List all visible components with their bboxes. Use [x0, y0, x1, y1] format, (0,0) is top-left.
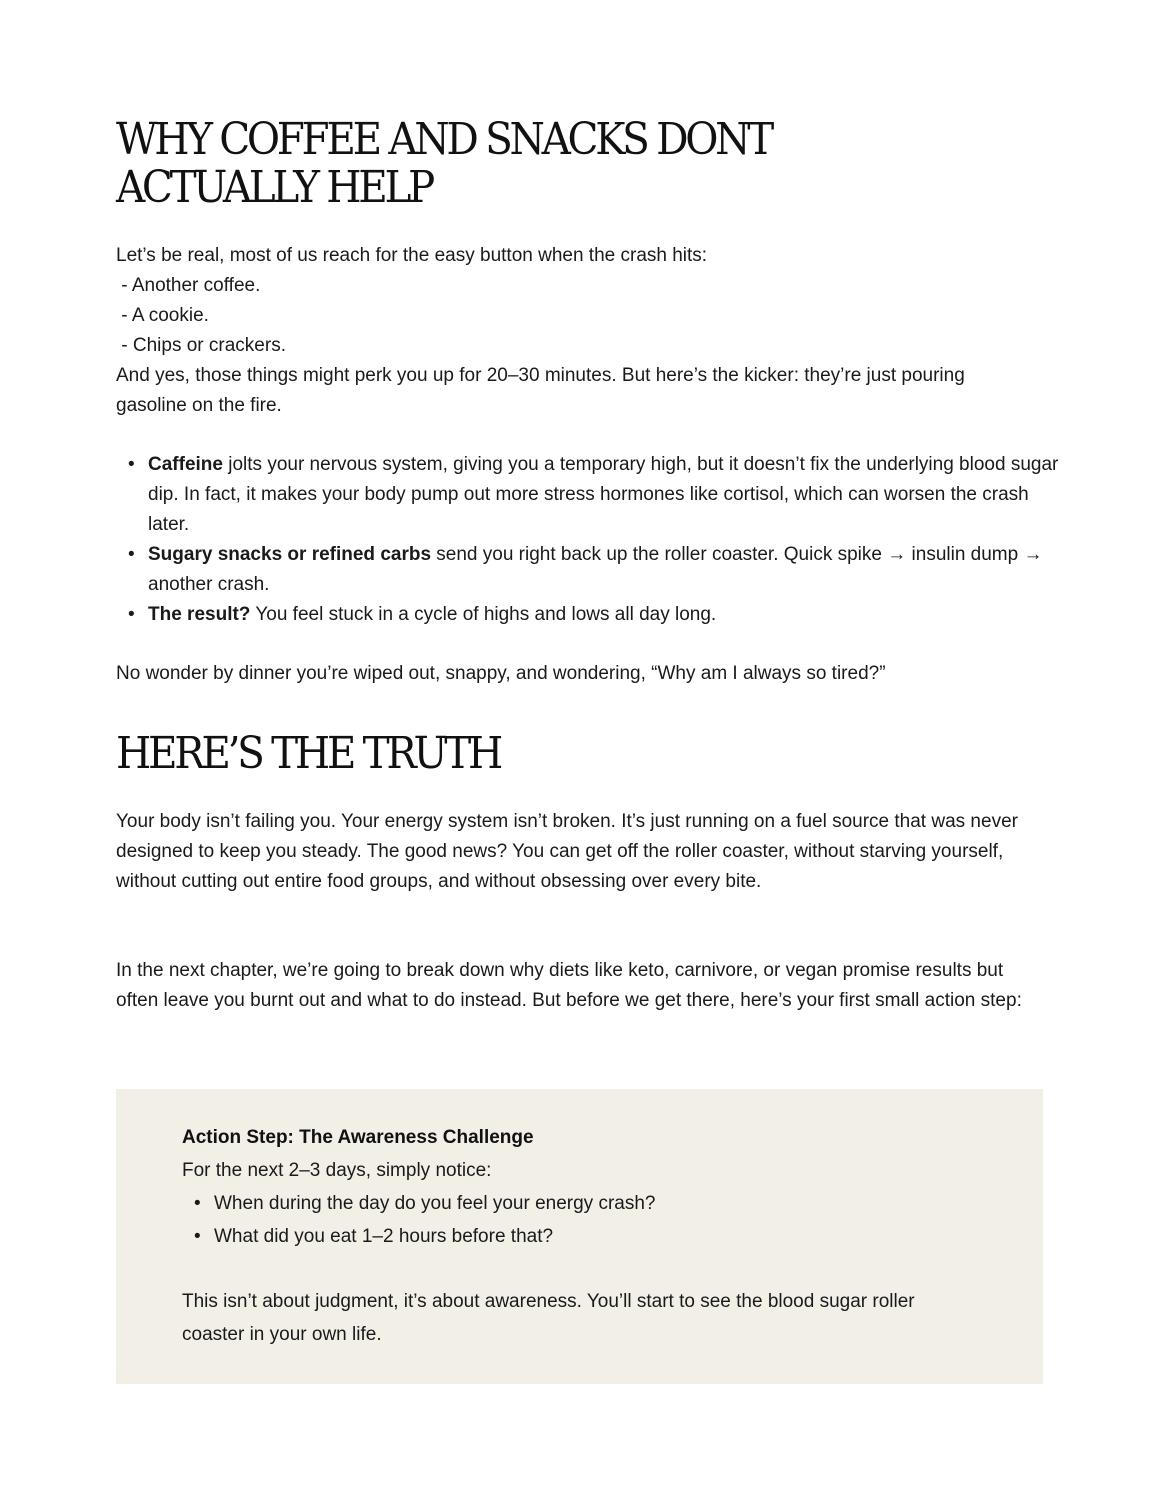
bullet-text: jolts your nervous system, giving you a temporary high, but it doesn’t fix the underlying blood sugar dip. In fact, it makes your body pump out more stress hormones like cortisol, which can worsen the crash later.	[148, 454, 1059, 535]
intro-closing-line: And yes, those things might perk you up for 20–30 minutes. But here’s the kicker: they’re just pouring gasoline on the fire.	[116, 365, 965, 416]
bullet-bold: Caffeine	[148, 454, 223, 475]
intro-paragraph	[116, 241, 1036, 421]
action-step-note: This isn’t about judgment, it’s about awareness. You’ll start to see the blood sugar roller coaster in your own life.	[182, 1291, 915, 1345]
list-line-coffee: - Another coffee.	[116, 275, 261, 296]
bullet-sugary-snacks	[148, 540, 1068, 600]
list-line-chips: - Chips or crackers.	[116, 335, 286, 356]
bullet-text: You feel stuck in a cycle of highs and lows all day long.	[250, 604, 717, 625]
truth-paragraph-2: In the next chapter, we’re going to break down why diets like keto, carnivore, or vegan promise results but often leave you burnt out and what to do instead. But before we get there, here’s your first small action step:	[116, 960, 1022, 1011]
effects-bullet-list	[116, 450, 1068, 630]
action-step-intro: For the next 2–3 days, simply notice:	[182, 1160, 492, 1181]
action-step-list	[182, 1187, 982, 1253]
list-line-cookie: - A cookie.	[116, 305, 209, 326]
section-heading-truth: HERE’S THE TRUTH	[116, 728, 500, 779]
truth-paragraph-1: Your body isn’t failing you. Your energy system isn’t broken. It’s just running on a fuel source that was never designed to keep you steady. The good news? You can get off the roller coaster, without starving yourself, without cutting out entire food groups, and without obsessing over every bite.	[116, 811, 1018, 892]
bullet-bold: The result?	[148, 604, 251, 625]
bullet-bold: Sugary snacks or refined carbs	[148, 544, 432, 565]
heading-line-1: WHY COFFEE AND SNACKS DONT	[116, 114, 771, 165]
action-item-what-ate: • What did you eat 1–2 hours before that?	[214, 1220, 982, 1253]
action-step-callout	[116, 1089, 1043, 1384]
bullet-caffeine	[148, 450, 1068, 540]
action-item-energy-crash: • When during the day do you feel your energy crash?	[214, 1187, 982, 1220]
action-step-title: Action Step: The Awareness Challenge	[182, 1127, 534, 1148]
bullet-text: send you right back up the roller coaster. Quick spike → insulin dump → another crash.	[148, 544, 1043, 595]
bullet-result	[148, 600, 1068, 630]
action-step-content	[182, 1122, 982, 1351]
intro-line: Let’s be real, most of us reach for the easy button when the crash hits:	[116, 245, 708, 266]
section-heading-why-coffee	[116, 116, 834, 212]
conclusion-paragraph: No wonder by dinner you’re wiped out, snappy, and wondering, “Why am I always so tired?”	[116, 663, 886, 684]
heading-line-2: ACTUALLY HELP	[116, 162, 432, 213]
